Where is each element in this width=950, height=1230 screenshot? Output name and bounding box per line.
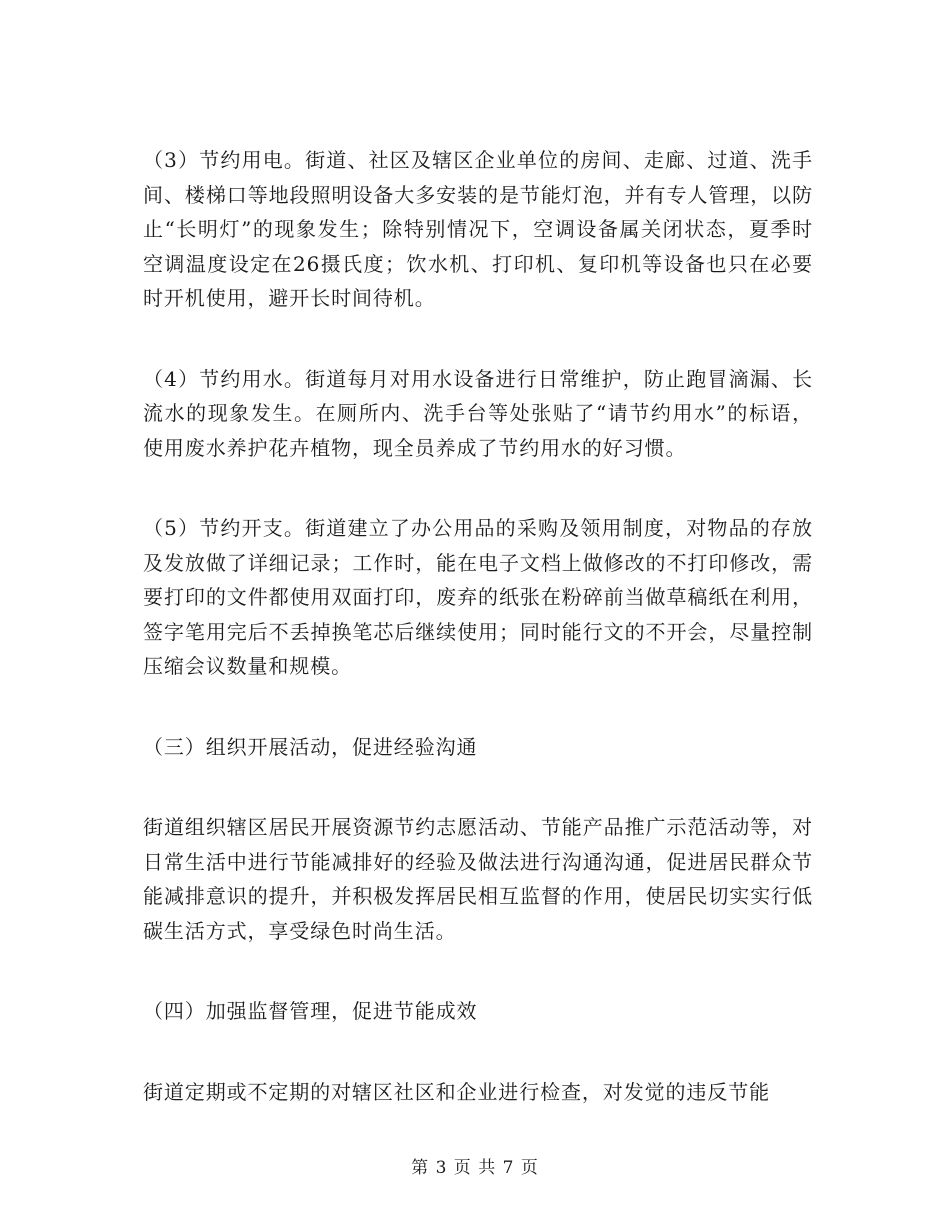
paragraph-save-water: （4）节约用水。街道每月对用水设备进行日常维护，防止跑冒滴漏、长流水的现象发生。在厕所内、洗手台等处张贴了“请节约用水”的标语，使用废水养护花卉植物，现全员养成了节约用水的好习惯。 xyxy=(143,366,813,460)
paragraph-save-electricity: （3）节约用电。街道、社区及辖区企业单位的房间、走廊、过道、洗手间、楼梯口等地段照明设备大多安装的是节能灯泡，并有专人管理，以防止“长明灯”的现象发生；除特别情况下，空调设备属关闭状态，夏季时空调温度设定在26摄氏度；饮水机、打印机、复印机等设备也只在必要时开机使用，避开长时间待机。 xyxy=(143,148,813,310)
section-heading-supervision: （四）加强监督管理，促进节能成效 xyxy=(143,999,478,1023)
paragraph-save-expenses: （5）节约开支。街道建立了办公用品的采购及领用制度，对物品的存放及发放做了详细记录；工作时，能在电子文档上做修改的不打印修改，需要打印的文件都使用双面打印，废弃的纸张在粉碎前当做草稿纸在利用，签字笔用完后不丢掉换笔芯后继续使用；同时能行文的不开会，尽量控制压缩会议数量和规模。 xyxy=(143,516,813,678)
section-heading-activities: （三）组织开展活动，促进经验沟通 xyxy=(143,734,478,759)
paragraph-activities: 街道组织辖区居民开展资源节约志愿活动、节能产品推广示范活动等，对日常生活中进行节能减排好的经验及做法进行沟通沟通，促进居民群众节能减排意识的提升，并积极发挥居民相互监督的作用，使居民切实实行低碳生活方式，享受绿色时尚生活。 xyxy=(143,815,813,943)
paragraph-supervision: 街道定期或不定期的对辖区社区和企业进行检查，对发觉的违反节能 xyxy=(143,1079,770,1104)
page-footer: 第 3 页 共 7 页 xyxy=(411,1158,539,1178)
page-body xyxy=(143,143,813,1109)
